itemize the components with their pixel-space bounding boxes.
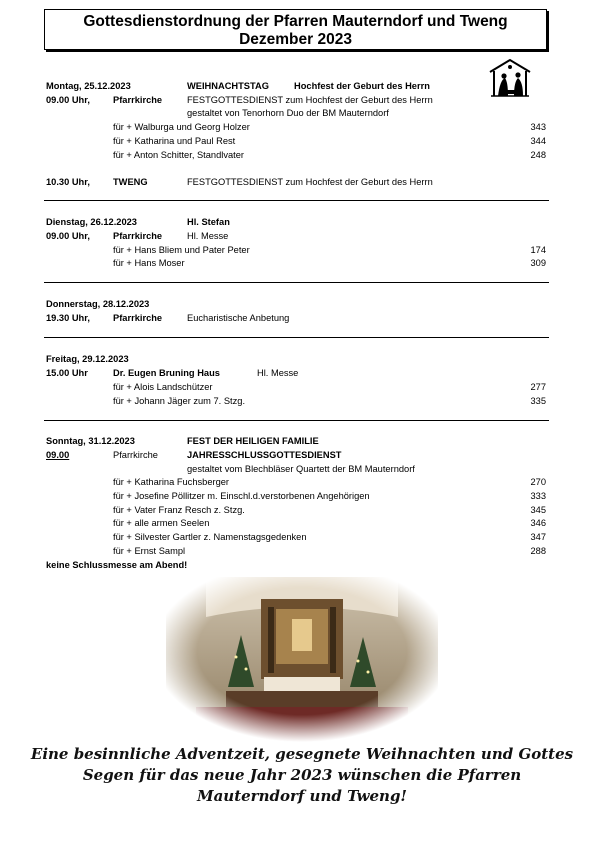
intention-text: für + Silvester Gartler z. Namenstagsgedenken [113,532,307,542]
intention-text: für + Katharina und Paul Rest [113,136,236,146]
intention-number: 309 [530,258,546,268]
section-date: Dienstag, 26.12.2023 [46,217,137,227]
service-description: FESTGOTTESDIENST zum Hochfest der Geburt des Herrn [187,95,433,105]
service-time: 15.00 Uhr [46,368,88,378]
church-interior-photo [166,577,438,742]
intention-number: 174 [530,245,546,255]
title-line-1: Gottesdienstordnung der Pfarren Mauterndorf und Tweng [83,13,508,30]
service-time: 09.00 Uhr, [46,231,90,241]
intention-text: für + Hans Moser [113,258,185,268]
service-place: TWENG [113,177,148,187]
title-line-2: Dezember 2023 [239,31,352,48]
service-time: 09.00 [46,450,70,460]
intention-text: für + Ernst Sampl [113,546,186,556]
section-date: Montag, 25.12.2023 [46,81,131,91]
intention-number: 346 [530,518,546,528]
nativity-scene-icon [488,58,532,98]
section-divider [44,420,549,421]
intention-number: 335 [530,396,546,406]
intention-text: für + Walburga und Georg Holzer [113,122,250,132]
intention-number: 347 [530,532,546,542]
section-feast: FEST DER HEILIGEN FAMILIE [187,436,319,446]
closing-line-2: Segen für das neue Jahr 2023 wünschen die Pfarren [82,766,522,784]
intention-number: 248 [530,150,546,160]
closing-line-3: Mauterndorf und Tweng! [196,787,408,805]
intention-text: für + Vater Franz Resch z. Stzg. [113,505,245,515]
service-time: 19.30 Uhr, [46,313,90,323]
service-place: Pfarrkirche [113,231,163,241]
closing-line-1: Eine besinnliche Adventzeit, gesegnete Weihnachten und Gottes [30,745,574,763]
intention-text: für + Alois Landschützer [113,382,213,392]
service-note: gestaltet von Tenorhorn Duo der BM Mauterndorf [187,108,389,118]
intention-text: für + Josefine Pöllitzer m. Einschl.d.verstorbenen Angehörigen [113,491,370,501]
service-time: 10.30 Uhr, [46,177,90,187]
section-date: Sonntag, 31.12.2023 [46,436,135,446]
intention-text: für + Johann Jäger zum 7. Stzg. [113,396,246,406]
service-description: JAHRESSCHLUSSGOTTESDIENST [187,450,342,460]
section-feast: Hl. Stefan [187,217,230,227]
document-title [44,9,547,50]
intention-number: 333 [530,491,546,501]
closing-greeting [30,744,574,807]
section-feast: WEIHNACHTSTAG [187,81,269,91]
intention-number: 277 [530,382,546,392]
service-time: 09.00 Uhr, [46,95,90,105]
service-place: Pfarrkirche [113,450,158,460]
intention-text: für + Katharina Fuchsberger [113,477,230,487]
service-description: Hl. Messe [257,368,299,378]
intention-number: 343 [530,122,546,132]
footnote: keine Schlussmesse am Abend! [46,560,188,570]
section-feast-note: Hochfest der Geburt des Herrn [294,81,430,91]
service-place: Pfarrkirche [113,313,163,323]
intention-number: 345 [530,505,546,515]
intention-number: 344 [530,136,546,146]
service-description: Eucharistische Anbetung [187,313,290,323]
service-place: Dr. Eugen Bruning Haus [113,368,220,378]
section-divider [44,337,549,338]
section-date: Freitag, 29.12.2023 [46,354,129,364]
service-place: Pfarrkirche [113,95,163,105]
section-divider [44,200,549,201]
intention-number: 288 [530,546,546,556]
intention-number: 270 [530,477,546,487]
section-divider [44,282,549,283]
service-note: gestaltet vom Blechbläser Quartett der BM Mauterndorf [187,464,415,474]
service-description: Hl. Messe [187,231,229,241]
section-date: Donnerstag, 28.12.2023 [46,299,150,309]
intention-text: für + Anton Schitter, Standlvater [113,150,245,160]
service-description: FESTGOTTESDIENST zum Hochfest der Geburt des Herrn [187,177,433,187]
intention-text: für + alle armen Seelen [113,518,210,528]
intention-text: für + Hans Bliem und Pater Peter [113,245,250,255]
